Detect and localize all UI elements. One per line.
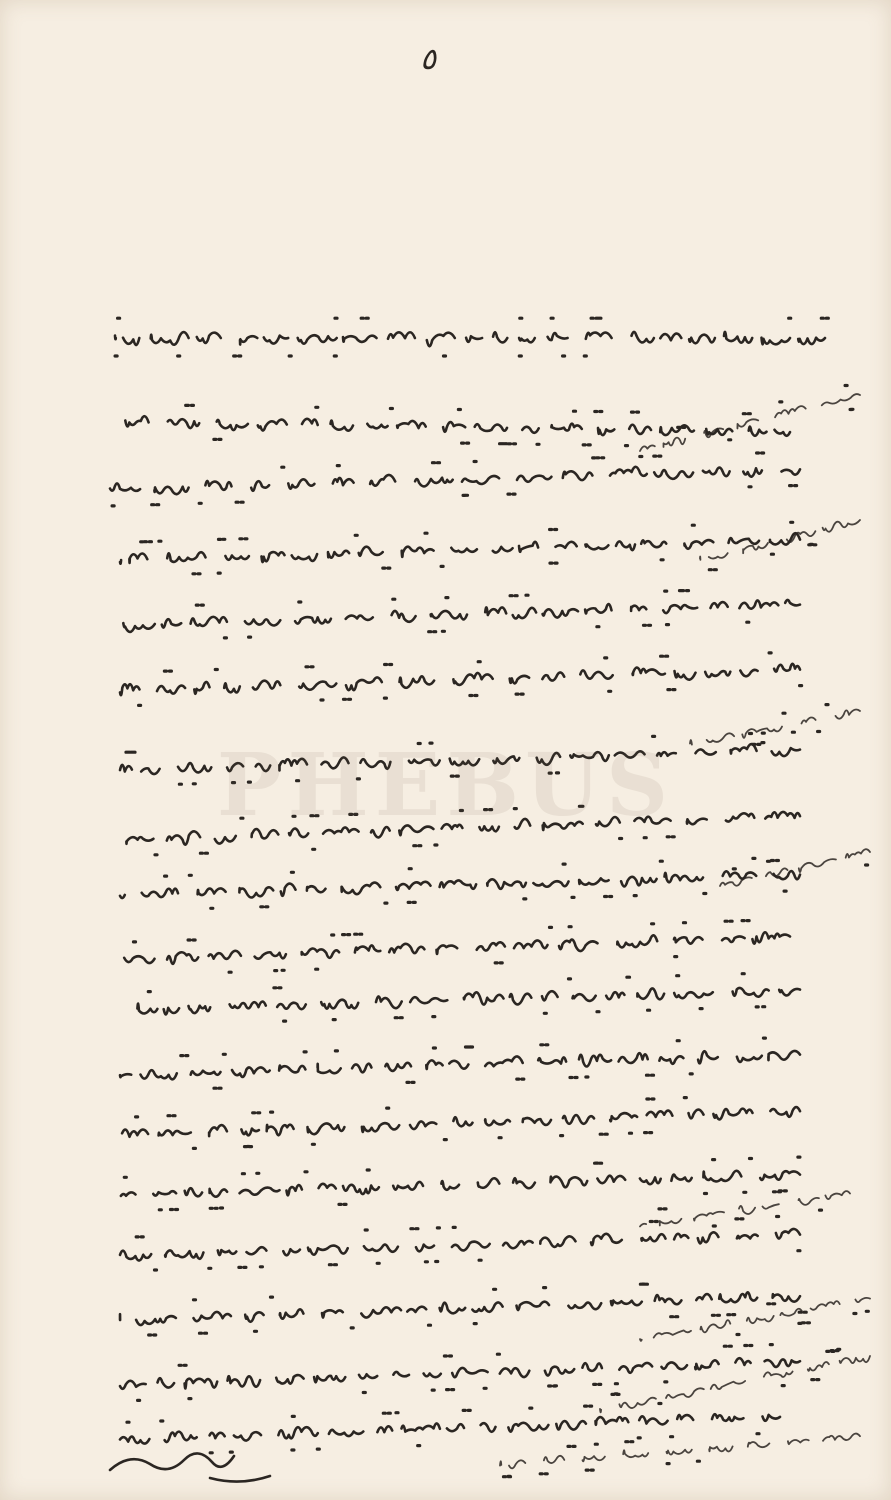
margin-note-7-dots: [612, 1349, 840, 1394]
text-line-3: [120, 533, 800, 563]
text-line-10-dots: [148, 974, 764, 1021]
text-line-14: [120, 1229, 800, 1261]
text-line-2-dots: [112, 453, 797, 506]
text-line-9: [124, 932, 790, 964]
text-line-12-dots: [136, 1098, 687, 1149]
text-line-11-dots: [181, 1038, 766, 1088]
heading-line: [115, 332, 825, 346]
text-line-2: [110, 467, 800, 494]
signature: [110, 1453, 270, 1481]
text-line-1: [125, 416, 790, 436]
text-line-13-dots: [124, 1157, 800, 1210]
margin-note-1: [640, 394, 860, 451]
text-line-1-dots: [186, 405, 751, 445]
text-line-12: [122, 1107, 800, 1137]
margin-note-5: [640, 1191, 850, 1226]
text-line-5: [120, 664, 800, 695]
text-line-16: [120, 1358, 800, 1389]
margin-note-3-dots: [753, 705, 828, 745]
watermark: PHEBUS: [216, 735, 675, 836]
text-line-5-dots: [139, 653, 802, 706]
text-line-6-dots: [126, 732, 794, 784]
text-line-13: [121, 1171, 800, 1197]
text-line-17: [120, 1414, 780, 1443]
margin-note-8: [500, 1434, 860, 1469]
text-line-6: [120, 744, 800, 774]
margin-note-4: [720, 849, 870, 886]
text-line-17-dots: [127, 1404, 759, 1453]
margin-note-3: [690, 710, 860, 745]
text-line-10: [137, 988, 800, 1014]
text-line-7: [126, 812, 800, 845]
text-line-15: [120, 1292, 800, 1325]
margin-note-4-dots: [733, 861, 867, 869]
text-line-16-dots: [138, 1345, 773, 1401]
page-number: ٥: [420, 42, 437, 77]
text-line-8: [120, 871, 800, 898]
text-line-4: [123, 600, 800, 632]
margin-note-5-dots: [659, 1191, 822, 1226]
